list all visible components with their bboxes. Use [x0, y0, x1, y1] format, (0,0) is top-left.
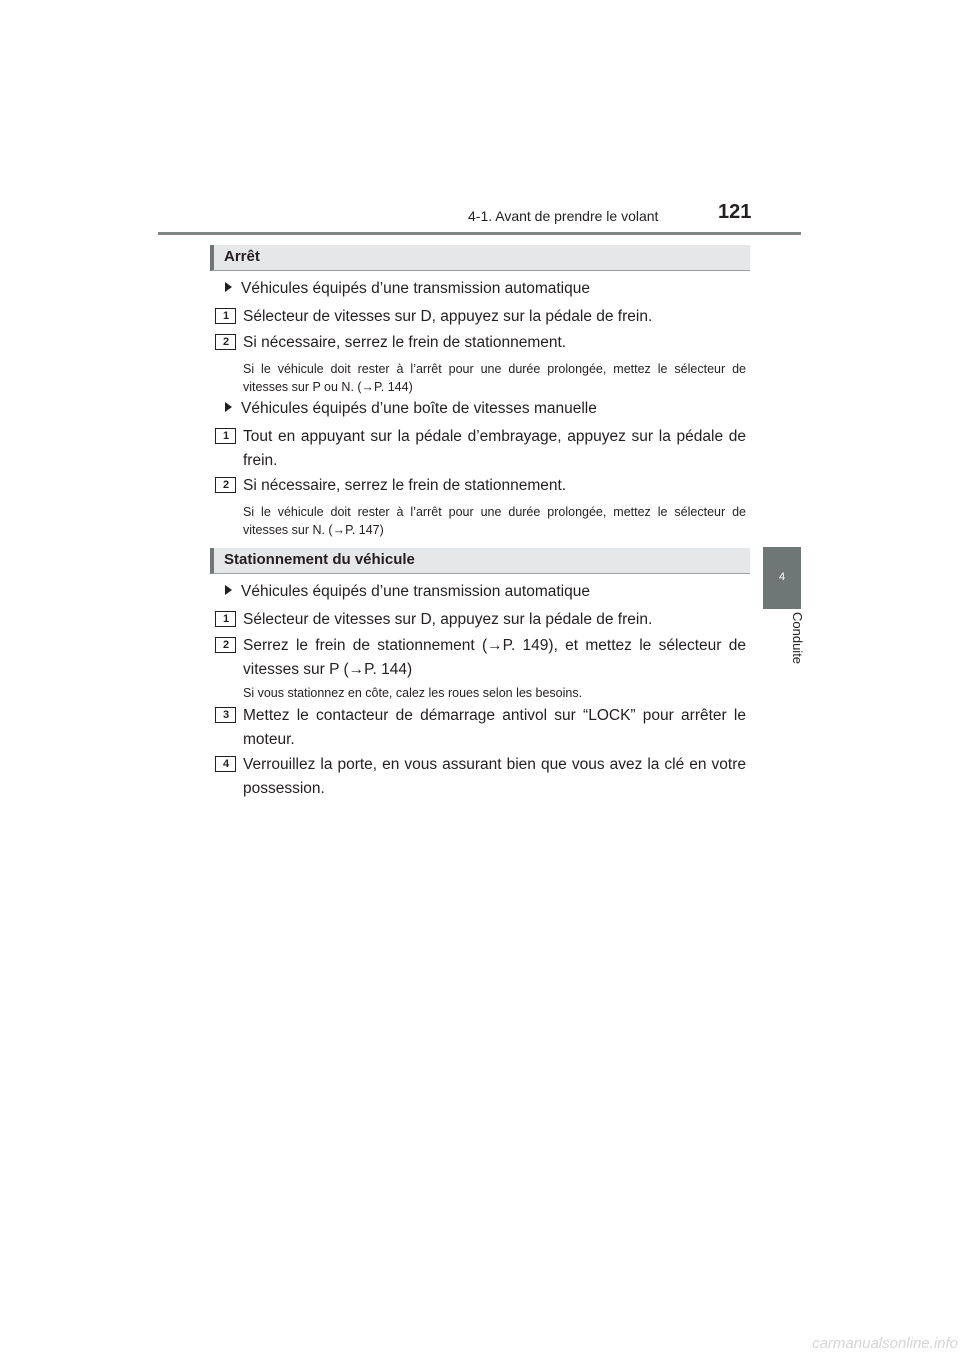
triangle-bullet-icon — [225, 585, 232, 595]
step-text: Verrouillez la porte, en vous assurant bien que vous avez la clé en votre possession. — [243, 756, 746, 797]
subtitle-text: Véhicules équipés d’une transmission automatique — [241, 280, 590, 297]
step-badge — [215, 334, 236, 350]
note-text: Si le véhicule doit rester à l’arrêt pour une durée prolongée, mettez le sélecteur de vitesses sur N. (→P. 147) — [243, 505, 746, 537]
step-badge-number: 2 — [222, 639, 230, 651]
subtitle-text: Véhicules équipés d’une boîte de vitesses manuelle — [241, 400, 597, 417]
chapter-label: Conduite — [790, 612, 805, 665]
subtitle-text: Véhicules équipés d’une transmission automatique — [241, 583, 590, 600]
step-text: Mettez le contacteur de démarrage antivol sur “LOCK” pour arrêter le moteur. — [243, 707, 746, 748]
step-badge-number: 2 — [222, 336, 230, 348]
triangle-bullet-icon — [225, 402, 232, 412]
step-badge — [215, 756, 236, 772]
step-badge — [215, 707, 236, 723]
header-rule — [158, 232, 801, 235]
section-title-stationnement — [210, 548, 750, 574]
section-title-text: Arrêt — [224, 248, 260, 265]
step-badge-number: 3 — [222, 709, 230, 721]
step-badge-number: 1 — [222, 430, 230, 442]
triangle-bullet-icon — [225, 282, 232, 292]
step-text: Si nécessaire, serrez le frein de stationnement. — [243, 477, 567, 494]
watermark-text: carmanualsonline.info — [812, 1335, 958, 1352]
step-text: Si nécessaire, serrez le frein de stationnement. — [243, 334, 567, 351]
page-number: 121 — [718, 201, 752, 223]
step-badge — [215, 611, 236, 627]
subtitle-manual — [225, 400, 597, 418]
step-badge-number: 1 — [222, 310, 230, 322]
step-text: Sélecteur de vitesses sur D, appuyez sur la pédale de frein. — [243, 308, 653, 325]
chapter-number: 4 — [778, 571, 786, 583]
section-title-arret — [210, 245, 750, 271]
step-text: Sélecteur de vitesses sur D, appuyez sur la pédale de frein. — [243, 611, 653, 628]
section-title-text: Stationnement du véhicule — [224, 551, 415, 568]
step-badge — [215, 308, 236, 324]
step-badge — [215, 637, 236, 653]
step-text: Serrez le frein de stationnement (→P. 149), et mettez le sélecteur de vitesses sur P (→P. 144) — [243, 637, 746, 678]
note-text: Si le véhicule doit rester à l’arrêt pour une durée prolongée, mettez le sélecteur de vitesses sur P ou N. (→P. 144) — [243, 362, 746, 394]
subtitle-automatic — [225, 280, 590, 298]
step-badge — [215, 477, 236, 493]
step-badge-number: 2 — [222, 479, 230, 491]
subtitle-automatic-parking — [225, 583, 590, 601]
step-badge-number: 1 — [222, 613, 230, 625]
header-section-title: 4-1. Avant de prendre le volant — [468, 208, 659, 224]
note-text: Si vous stationnez en côte, calez les roues selon les besoins. — [243, 686, 583, 700]
step-badge — [215, 428, 236, 444]
step-badge-number: 4 — [222, 758, 230, 770]
chapter-tab — [763, 547, 801, 609]
watermark-logo — [780, 1322, 960, 1358]
step-text: Tout en appuyant sur la pédale d’embrayage, appuyez sur la pédale de frein. — [243, 428, 746, 469]
